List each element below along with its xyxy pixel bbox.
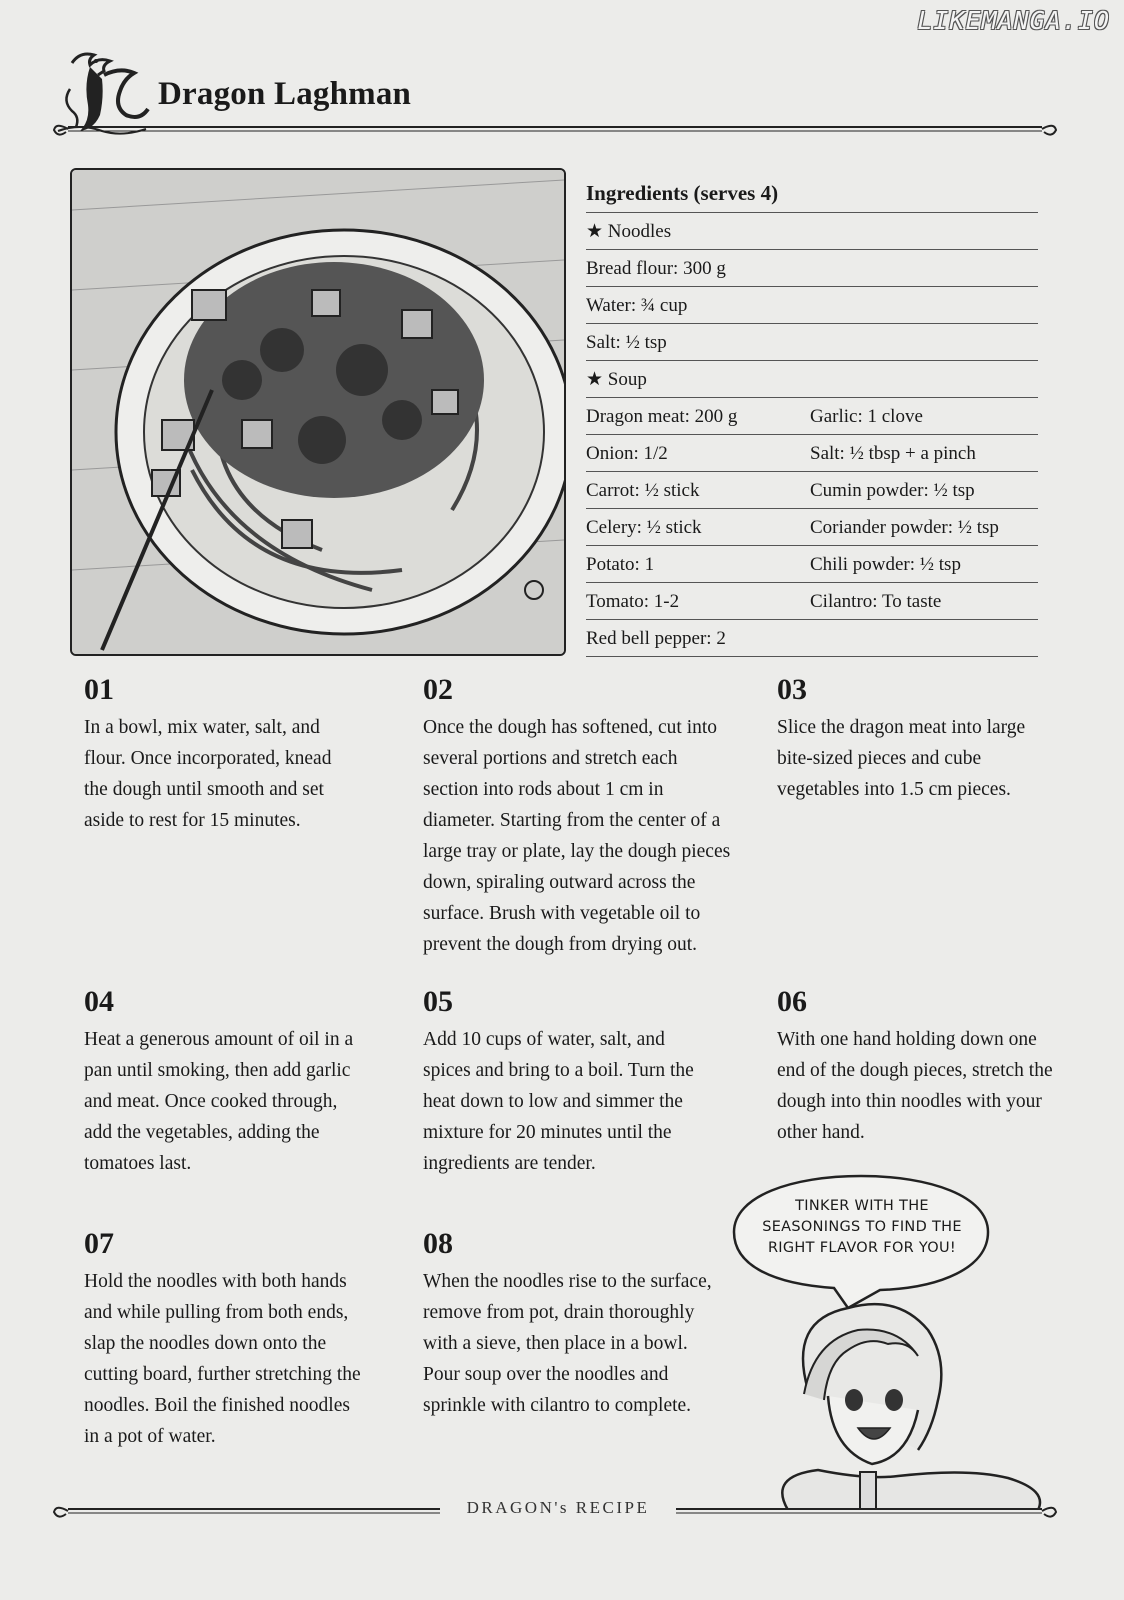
step-text: Slice the dragon meat into large bite-sized pieces and cube vegetables into 1.5 cm pieces. xyxy=(777,717,1026,800)
step-text: Hold the noodles with both hands and while pulling from both ends, slap the noodles down onto the cutting board, further stretching the noodles. Boil the finished noodles in a pot of water. xyxy=(84,1271,361,1447)
watermark: LIKEMANGA.IO xyxy=(917,6,1110,35)
step-number: 05 xyxy=(423,985,453,1018)
step-06 xyxy=(777,984,1097,1148)
ingredient-row: Salt: ½ tsp xyxy=(586,324,1038,361)
step-number: 02 xyxy=(423,673,453,706)
recipe-title: Dragon Laghman xyxy=(158,76,412,112)
step-text: With one hand holding down one end of the dough pieces, stretch the dough into thin noodles with your other hand. xyxy=(777,1029,1053,1143)
step-08 xyxy=(423,1226,743,1421)
ingredient-row: Tomato: 1-2 Cilantro: To taste xyxy=(586,583,1038,620)
laghman-bowl-image xyxy=(70,168,566,656)
step-03 xyxy=(777,672,1097,805)
step-number: 03 xyxy=(777,673,807,706)
ingredient-row: Celery: ½ stick Coriander powder: ½ tsp xyxy=(586,509,1038,546)
speech-bubble-text: TINKER WITH THE SEASONINGS TO FIND THE RIGHT FLAVOR FOR YOU! xyxy=(762,1198,962,1256)
soup-section-header: ★ Soup xyxy=(586,361,1038,398)
step-text: Add 10 cups of water, salt, and spices and bring to a boil. Turn the heat down to low and simmer the mixture for 20 minutes until the ingredients are tender. xyxy=(423,1029,694,1174)
header-rule xyxy=(52,118,1058,140)
step-text: Heat a generous amount of oil in a pan until smoking, then add garlic and meat. Once cooked through, add the vegetables, adding the tomatoes last. xyxy=(84,1029,354,1174)
ingredient-row: Red bell pepper: 2 xyxy=(586,620,1038,657)
ingredient-row: Carrot: ½ stick Cumin powder: ½ tsp xyxy=(586,472,1038,509)
noodles-section-header: ★ Noodles xyxy=(586,213,1038,250)
ingredients-panel xyxy=(586,174,1038,657)
step-05 xyxy=(423,984,743,1179)
step-text: Once the dough has softened, cut into several portions and stretch each section into rods about 1 cm in diameter. Starting from the center of a large tray or plate, lay the dough pieces down, spiraling outward across the surface. Brush with vegetable oil to prevent the dough from drying out. xyxy=(423,717,731,955)
ingredient-row: Dragon meat: 200 g Garlic: 1 clove xyxy=(586,398,1038,435)
footer-label: DRAGON's RECIPE xyxy=(440,1498,676,1518)
ingredients-heading: Ingredients (serves 4) xyxy=(586,174,1038,213)
step-01 xyxy=(84,672,404,836)
step-02 xyxy=(423,672,743,960)
step-number: 06 xyxy=(777,985,807,1018)
step-04 xyxy=(84,984,404,1179)
step-number: 01 xyxy=(84,673,114,706)
ingredient-row: Water: ¾ cup xyxy=(586,287,1038,324)
step-number: 07 xyxy=(84,1227,114,1260)
ingredient-row: Bread flour: 300 g xyxy=(586,250,1038,287)
step-number: 08 xyxy=(423,1227,453,1260)
step-text: In a bowl, mix water, salt, and flour. Once incorporated, knead the dough until smooth and set aside to rest for 15 minutes. xyxy=(84,717,332,831)
step-text: When the noodles rise to the surface, remove from pot, drain thoroughly with a sieve, then place in a bowl. Pour soup over the noodles and sprinkle with cilantro to complete. xyxy=(423,1271,712,1416)
chef-girl-icon xyxy=(748,1300,1048,1510)
step-number: 04 xyxy=(84,985,114,1018)
ingredient-row: Onion: 1/2 Salt: ½ tbsp + a pinch xyxy=(586,435,1038,472)
step-07 xyxy=(84,1226,404,1452)
ingredient-row: Potato: 1 Chili powder: ½ tsp xyxy=(586,546,1038,583)
